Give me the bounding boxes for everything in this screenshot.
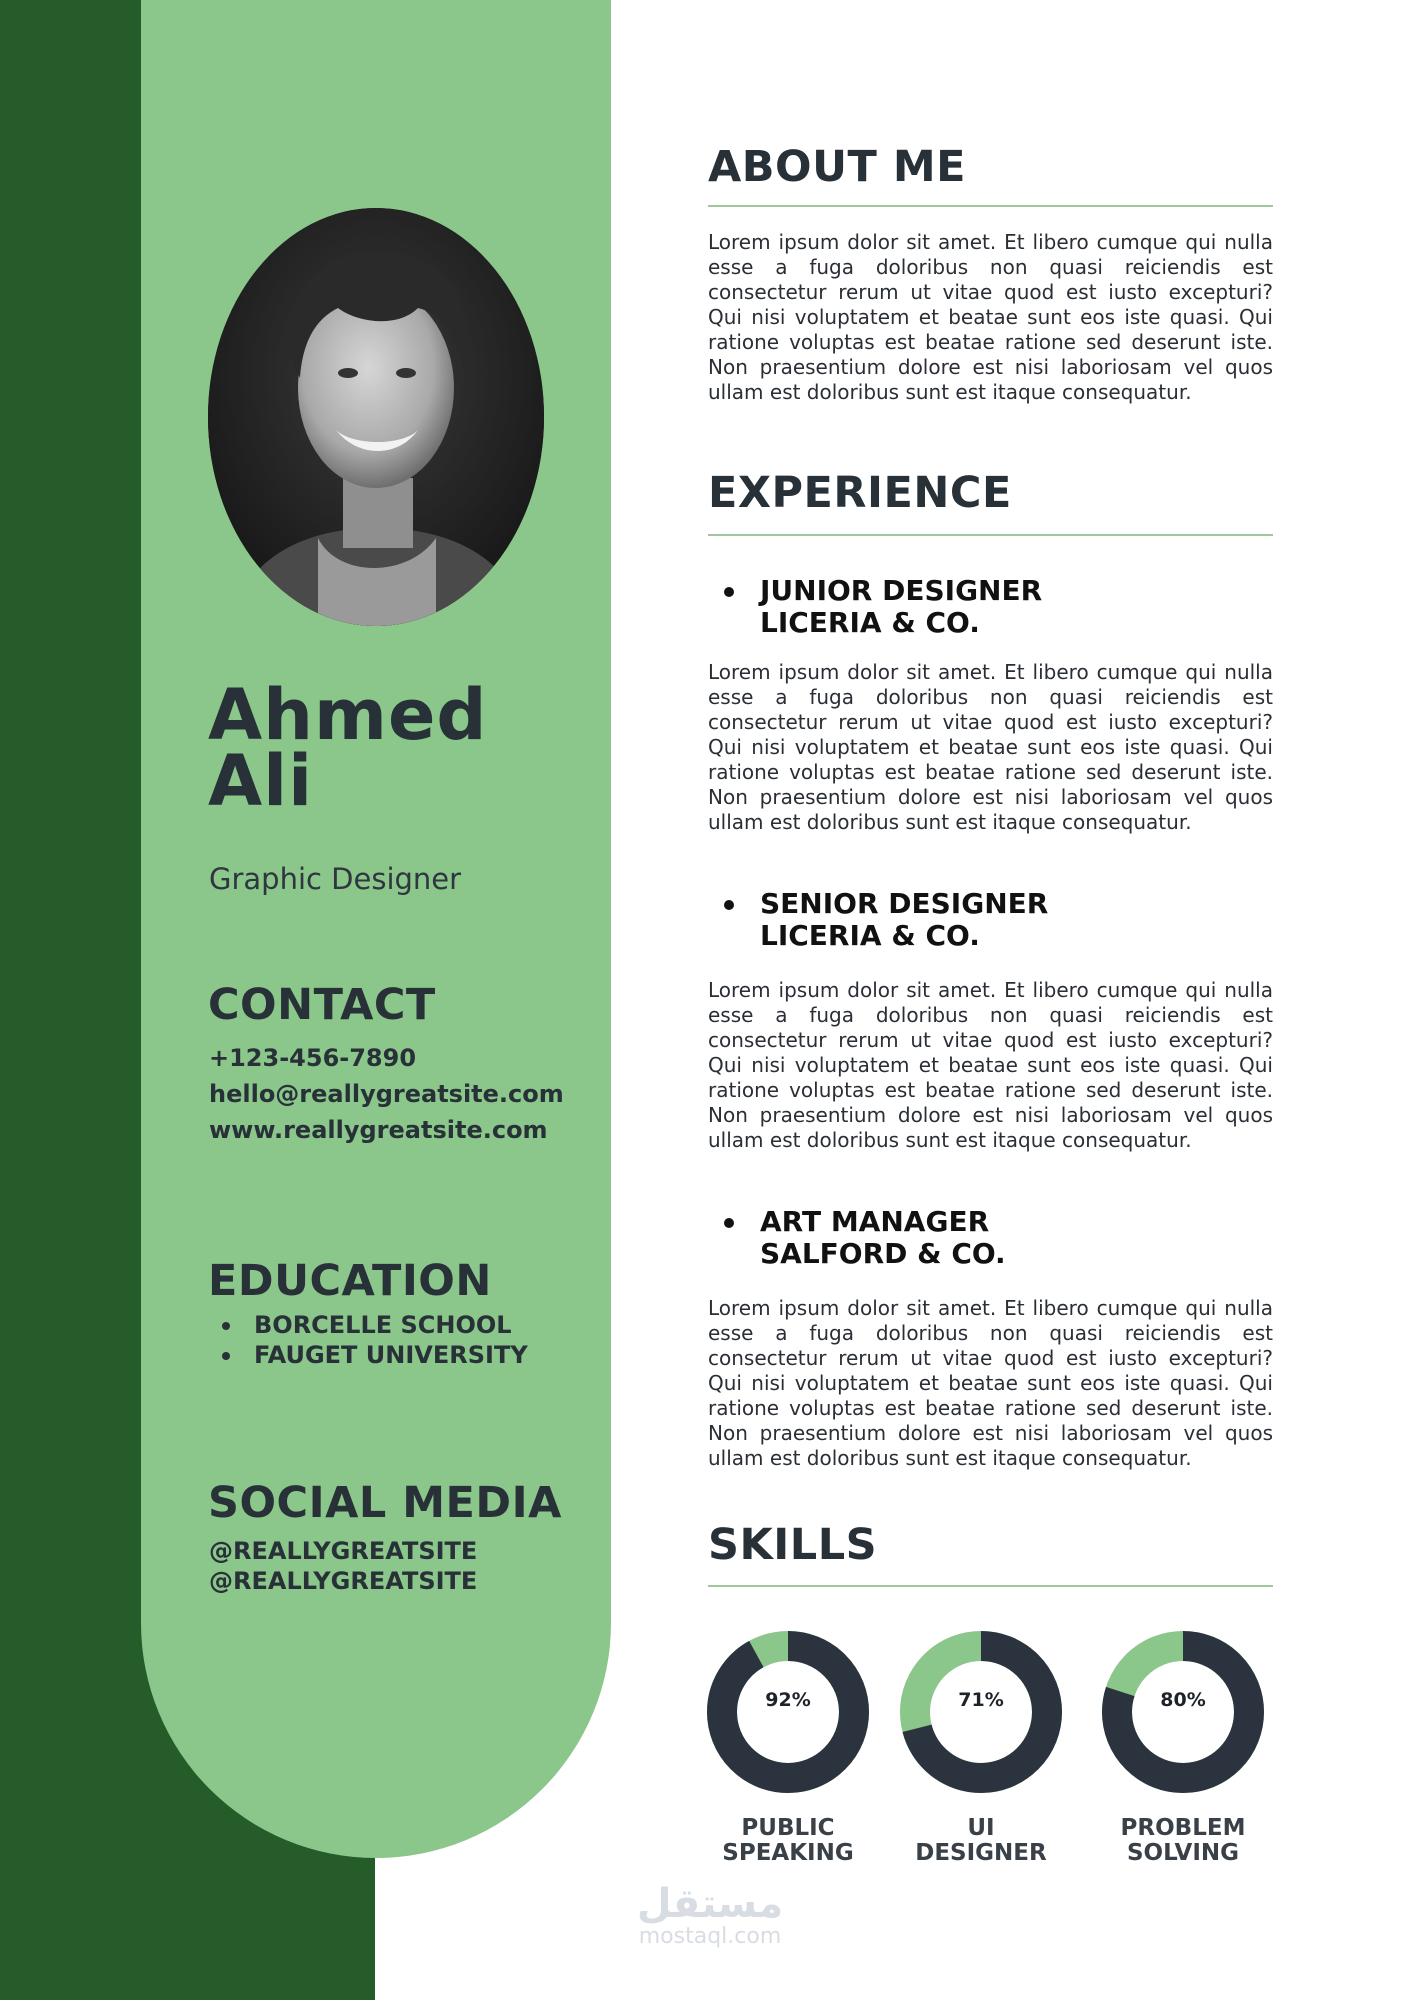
social-list bbox=[209, 1536, 477, 1596]
skill-ui-designer bbox=[891, 1622, 1071, 1866]
job-entry bbox=[722, 575, 1042, 639]
job-description: Lorem ipsum dolor sit amet. Et libero cumque qui nulla esse a fuga doloribus non quasi reiciendis est consectetur rerum ut vitae quod est iusto excepturi? Qui nisi voluptatem et beatae sunt eos iste quasi. Qui ratione voluptas est beatae ratione sed deserunt iste. Non praesentium dolore est nisi laboriosam vel quos ullam est doloribus sunt est itaque consequatur. bbox=[708, 660, 1273, 834]
education-item: BORCELLE SCHOOL bbox=[218, 1310, 528, 1340]
skill-ring bbox=[1093, 1622, 1273, 1802]
person-name bbox=[208, 674, 488, 822]
watermark-arabic: مستقل bbox=[636, 1881, 784, 1927]
job-role: Graphic Designer bbox=[209, 862, 462, 896]
job-description: Lorem ipsum dolor sit amet. Et libero cumque qui nulla esse a fuga doloribus non quasi reiciendis est consectetur rerum ut vitae quod est iusto excepturi? Qui nisi voluptatem et beatae sunt eos iste quasi. Qui ratione voluptas est beatae ratione sed deserunt iste. Non praesentium dolore est nisi laboriosam vel quos ullam est doloribus sunt est itaque consequatur. bbox=[708, 978, 1273, 1152]
first-name: Ahmed bbox=[208, 674, 488, 756]
about-heading: ABOUT ME bbox=[708, 142, 966, 192]
last-name: Ali bbox=[208, 740, 314, 822]
contact-website[interactable]: www.reallygreatsite.com bbox=[209, 1116, 548, 1144]
skill-label-line: PROBLEM bbox=[1120, 1815, 1246, 1841]
job-entry bbox=[722, 888, 1048, 952]
about-text: Lorem ipsum dolor sit amet. Et libero cumque qui nulla esse a fuga doloribus non quasi reiciendis est consectetur rerum ut vitae quod est iusto excepturi? Qui nisi voluptatem et beatae sunt eos iste quasi. Qui ratione voluptas est beatae ratione sed deserunt iste. Non praesentium dolore est nisi laboriosam vel quos ullam est doloribus sunt est itaque consequatur. bbox=[708, 230, 1273, 404]
job-entry bbox=[722, 1206, 1006, 1270]
job-company: LICERIA & CO. bbox=[760, 919, 980, 952]
skill-problem-solving bbox=[1093, 1622, 1273, 1866]
skill-label bbox=[1093, 1816, 1273, 1866]
job-company: SALFORD & CO. bbox=[760, 1237, 1006, 1270]
skill-label-line: DESIGNER bbox=[915, 1840, 1047, 1866]
mostaql-watermark bbox=[620, 1881, 800, 1950]
skill-public-speaking bbox=[698, 1622, 878, 1866]
social-heading: SOCIAL MEDIA bbox=[208, 1478, 562, 1528]
social-handle[interactable]: @REALLYGREATSITE bbox=[209, 1567, 478, 1595]
skill-label bbox=[891, 1816, 1071, 1866]
contact-phone: +123-456-7890 bbox=[209, 1044, 417, 1072]
contact-email[interactable]: hello@reallygreatsite.com bbox=[209, 1080, 564, 1108]
job-title: ART MANAGER bbox=[760, 1205, 990, 1238]
profile-photo bbox=[208, 208, 544, 626]
skill-percent: 80% bbox=[1160, 1689, 1206, 1711]
skill-label bbox=[698, 1816, 878, 1866]
skill-ring bbox=[891, 1622, 1071, 1802]
experience-divider bbox=[708, 534, 1273, 536]
education-heading: EDUCATION bbox=[208, 1256, 492, 1306]
job-company: LICERIA & CO. bbox=[760, 606, 980, 639]
skill-percent: 71% bbox=[958, 1689, 1004, 1711]
contact-list bbox=[209, 1040, 564, 1148]
education-list bbox=[218, 1310, 528, 1370]
watermark-latin: mostaql.com bbox=[638, 1924, 782, 1949]
skills-heading: SKILLS bbox=[708, 1520, 878, 1570]
about-divider bbox=[708, 205, 1273, 207]
education-item: FAUGET UNIVERSITY bbox=[218, 1340, 528, 1370]
skill-label-line: SPEAKING bbox=[722, 1840, 854, 1866]
contact-heading: CONTACT bbox=[208, 980, 436, 1030]
skill-ring-value bbox=[722, 1646, 854, 1778]
skill-label-line: UI bbox=[967, 1815, 995, 1841]
experience-heading: EXPERIENCE bbox=[708, 468, 1012, 518]
skill-label-line: PUBLIC bbox=[741, 1815, 835, 1841]
skill-ring bbox=[698, 1622, 878, 1802]
job-title: JUNIOR DESIGNER bbox=[760, 574, 1043, 607]
skill-label-line: SOLVING bbox=[1126, 1840, 1240, 1866]
skill-percent: 92% bbox=[765, 1689, 811, 1711]
job-description: Lorem ipsum dolor sit amet. Et libero cumque qui nulla esse a fuga doloribus non quasi reiciendis est consectetur rerum ut vitae quod est iusto excepturi? Qui nisi voluptatem et beatae sunt eos iste quasi. Qui ratione voluptas est beatae ratione sed deserunt iste. Non praesentium dolore est nisi laboriosam vel quos ullam est doloribus sunt est itaque consequatur. bbox=[708, 1296, 1273, 1470]
job-title: SENIOR DESIGNER bbox=[760, 887, 1049, 920]
social-handle[interactable]: @REALLYGREATSITE bbox=[209, 1537, 478, 1565]
skills-divider bbox=[708, 1585, 1273, 1587]
